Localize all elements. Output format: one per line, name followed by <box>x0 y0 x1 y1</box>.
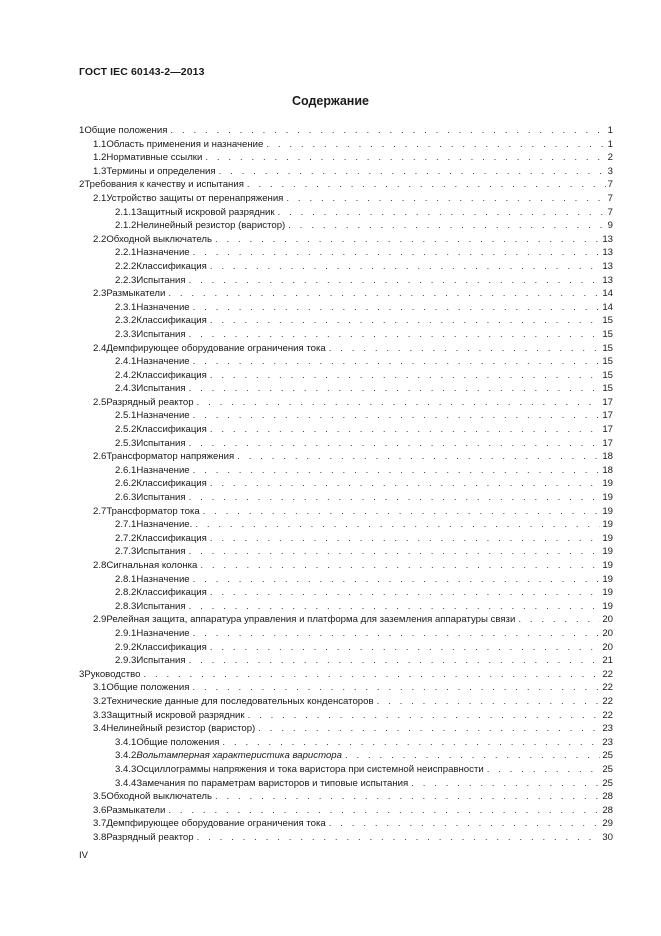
toc-entry-title: Классификация <box>136 424 207 436</box>
toc-entry-number: 2.6 <box>93 451 107 463</box>
toc-leader-dots <box>189 654 601 668</box>
toc-entry-page: 14 <box>602 288 613 300</box>
toc-entry <box>79 246 613 260</box>
toc-entry-title: Защитный искровой разрядник <box>136 206 275 218</box>
toc-entry-title: Назначение <box>136 627 190 639</box>
toc-entry-title: Сигнальная колонка <box>106 560 198 571</box>
toc-leader-dots <box>168 804 600 818</box>
toc-entry-title: Релейная защита, аппаратура управления и платформа для заземления аппаратуры связи <box>106 614 516 626</box>
toc-entry-page: 1 <box>607 125 613 136</box>
toc-entry-page: 22 <box>602 668 613 680</box>
toc-leader-dots <box>210 369 600 383</box>
toc-entry-number: 2.9.3 <box>115 655 137 667</box>
table-of-contents <box>79 124 613 844</box>
toc-entry-title: Испытания <box>136 546 186 558</box>
toc-entry-page: 15 <box>602 383 613 395</box>
toc-entry-number: 3.7 <box>93 818 107 830</box>
toc-entry-page: 30 <box>602 831 613 843</box>
toc-entry-page: 1 <box>607 138 613 150</box>
toc-entry <box>79 532 613 546</box>
toc-entry-title: Разрядный реактор <box>106 396 194 408</box>
toc-entry-number: 1.2 <box>93 152 107 164</box>
toc-entry-page: 19 <box>602 573 613 585</box>
toc-entry <box>79 477 613 491</box>
toc-entry-number: 3.6 <box>93 804 107 816</box>
toc-entry <box>79 681 613 695</box>
toc-entry-number: 2.3.2 <box>115 315 137 327</box>
toc-entry <box>79 736 613 750</box>
toc-entry <box>79 749 613 763</box>
toc-entry-title: Испытания <box>136 492 186 504</box>
toc-entry-number: 3.4.1 <box>115 736 137 748</box>
toc-leader-dots <box>487 763 601 777</box>
toc-leader-dots <box>168 287 600 301</box>
toc-entry-number: 2.7.2 <box>115 532 137 544</box>
toc-entry-page: 19 <box>602 478 613 490</box>
toc-entry-page: 20 <box>602 614 613 626</box>
toc-leader-dots <box>189 545 601 559</box>
toc-entry-title: Обходной выключатель <box>106 233 212 245</box>
toc-entry <box>79 505 613 519</box>
toc-entry-title: Трансформатор напряжения <box>106 451 235 463</box>
toc-entry-title: Устройство защиты от перенапряжения <box>106 192 284 204</box>
toc-leader-dots <box>189 491 601 505</box>
toc-entry-title: Классификация <box>136 369 207 381</box>
toc-leader-dots <box>143 668 600 682</box>
toc-entry-title: Классификация <box>136 315 207 327</box>
toc-entry-number: 2.1 <box>93 192 107 204</box>
toc-entry-number: 3.2 <box>93 695 107 707</box>
toc-entry <box>79 206 613 220</box>
toc-entry-page: 13 <box>602 247 613 259</box>
toc-leader-dots <box>210 532 600 546</box>
toc-entry-number: 2.4.3 <box>115 383 137 395</box>
toc-entry-number: 1.1 <box>93 138 107 150</box>
toc-entry-page: 20 <box>602 627 613 639</box>
toc-leader-dots <box>329 342 601 356</box>
toc-entry <box>79 450 613 464</box>
toc-entry-title: Размыкатели <box>106 288 166 300</box>
toc-entry-number: 2.6.2 <box>115 478 137 490</box>
toc-entry-page: 7 <box>607 206 613 218</box>
toc-entry-title: Испытания <box>136 655 186 667</box>
toc-entry-page: 18 <box>602 464 613 476</box>
toc-leader-dots <box>193 409 601 423</box>
toc-entry <box>79 817 613 831</box>
toc-entry-number: 2.9.1 <box>115 627 137 639</box>
page-title: Содержание <box>291 94 369 108</box>
toc-entry-number: 2.8 <box>93 560 107 571</box>
toc-entry-title: Руководство <box>84 668 141 680</box>
toc-entry <box>79 328 613 342</box>
toc-entry-number: 2.7 <box>93 505 107 517</box>
toc-entry-title: Назначение <box>136 301 190 313</box>
toc-entry-number: 2.1.2 <box>115 220 137 232</box>
toc-entry-number: 1.3 <box>93 165 107 177</box>
toc-leader-dots <box>266 138 605 152</box>
toc-entry-title: Назначение <box>136 247 190 259</box>
toc-leader-dots <box>200 559 600 573</box>
toc-entry <box>79 342 613 356</box>
toc-entry-number: 3.4.2 <box>115 750 137 762</box>
toc-entry <box>79 423 613 437</box>
toc-entry <box>79 396 613 410</box>
toc-entry-number: 2.2.2 <box>115 260 137 272</box>
toc-entry <box>79 654 613 668</box>
toc-entry-page: 19 <box>602 560 613 571</box>
toc-entry-page: 22 <box>602 695 613 707</box>
toc-entry-page: 13 <box>602 233 613 245</box>
toc-entry-number: 2.1.1 <box>115 206 137 218</box>
toc-entry-title: Классификация <box>136 532 207 544</box>
toc-leader-dots <box>189 274 601 288</box>
toc-entry-number: 2.6.1 <box>115 464 137 476</box>
toc-entry-page: 2 <box>607 152 613 164</box>
toc-entry <box>79 138 613 152</box>
toc-leader-dots <box>248 709 601 723</box>
toc-entry-number: 2.5 <box>93 396 107 408</box>
toc-entry <box>79 641 613 655</box>
toc-leader-dots <box>205 151 605 165</box>
toc-entry-page: 15 <box>602 369 613 381</box>
toc-entry-title: Нелинейный резистор (варистор) <box>136 220 286 232</box>
toc-entry <box>79 545 613 559</box>
toc-entry-number: 2.7.3 <box>115 546 137 558</box>
toc-entry <box>79 613 613 627</box>
toc-entry-page: 25 <box>602 763 613 775</box>
toc-entry-page: 17 <box>602 410 613 422</box>
toc-entry-page: 22 <box>602 682 613 694</box>
toc-entry <box>79 668 613 682</box>
toc-entry-page: 19 <box>602 505 613 517</box>
toc-leader-dots <box>237 450 600 464</box>
toc-entry-page: 7 <box>607 179 613 191</box>
toc-leader-dots <box>189 437 601 451</box>
toc-leader-dots <box>247 178 606 192</box>
toc-entry <box>79 382 613 396</box>
toc-entry-number: 3.8 <box>93 831 107 843</box>
toc-entry-number: 2.4.1 <box>115 356 137 368</box>
toc-leader-dots <box>286 192 605 206</box>
toc-entry-page: 22 <box>602 709 613 721</box>
toc-entry-title: Общие положения <box>84 125 168 136</box>
toc-entry-title: Общие положения <box>106 682 190 694</box>
toc-entry-number: 2.3.1 <box>115 301 137 313</box>
toc-leader-dots <box>329 817 601 831</box>
toc-entry-page: 19 <box>602 600 613 612</box>
toc-entry-number: 3.4 <box>93 723 107 735</box>
toc-entry-title: Трансформатор тока <box>106 505 200 517</box>
toc-entry <box>79 600 613 614</box>
toc-leader-dots <box>278 206 606 220</box>
toc-leader-dots <box>193 464 601 478</box>
toc-leader-dots <box>193 573 601 587</box>
toc-entry <box>79 790 613 804</box>
toc-entry <box>79 777 613 791</box>
toc-entry-page: 9 <box>607 220 613 232</box>
toc-entry <box>79 559 613 573</box>
toc-entry-title: Общие положения <box>136 736 220 748</box>
toc-entry <box>79 518 613 532</box>
toc-entry <box>79 573 613 587</box>
toc-entry-page: 29 <box>602 818 613 830</box>
toc-entry-number: 2.2 <box>93 233 107 245</box>
toc-entry-number: 2.4.2 <box>115 369 137 381</box>
toc-entry-number: 3 <box>79 668 85 680</box>
toc-entry-title: Нормативные ссылки <box>106 152 203 164</box>
toc-entry-page: 28 <box>602 791 613 803</box>
toc-entry <box>79 437 613 451</box>
toc-entry-page: 19 <box>602 587 613 599</box>
toc-entry-number: 2.8.2 <box>115 587 137 599</box>
toc-entry-title: Классификация <box>136 587 207 599</box>
toc-entry-page: 28 <box>602 804 613 816</box>
toc-entry <box>79 709 613 723</box>
toc-entry-number: 3.3 <box>93 709 107 721</box>
toc-entry-page: 15 <box>602 342 613 354</box>
toc-leader-dots <box>170 124 605 138</box>
toc-entry-number: 3.4.3 <box>115 763 137 775</box>
toc-entry <box>79 464 613 478</box>
toc-leader-dots <box>288 219 605 233</box>
toc-entry-page: 17 <box>602 396 613 408</box>
toc-leader-dots <box>222 736 600 750</box>
toc-entry-page: 17 <box>602 424 613 436</box>
toc-entry <box>79 233 613 247</box>
toc-entry-title: Термины и определения <box>106 165 216 177</box>
toc-entry-title: Обходной выключатель <box>106 791 212 803</box>
toc-entry-number: 2.2.1 <box>115 247 137 259</box>
toc-entry <box>79 586 613 600</box>
toc-entry-title: Область применения и назначение <box>106 138 264 150</box>
toc-entry-page: 23 <box>602 723 613 735</box>
toc-entry-title: Демпфирующее оборудование ограничения тока <box>106 818 326 830</box>
toc-entry-title: Испытания <box>136 274 186 286</box>
document-header: ГОСТ IEC 60143-2—2013 <box>79 66 205 78</box>
toc-leader-dots <box>518 613 600 627</box>
page-number-footer: IV <box>79 850 88 861</box>
toc-leader-dots <box>197 396 601 410</box>
toc-entry-title: Вольтамперная характеристика варистора <box>136 750 342 762</box>
toc-leader-dots <box>192 681 600 695</box>
toc-entry <box>79 301 613 315</box>
toc-entry <box>79 409 613 423</box>
toc-leader-dots <box>193 301 601 315</box>
toc-entry <box>79 178 613 192</box>
toc-leader-dots <box>193 246 601 260</box>
toc-entry-number: 2 <box>79 179 85 191</box>
toc-leader-dots <box>377 695 601 709</box>
toc-entry-title: Разрядный реактор <box>106 831 194 843</box>
toc-entry-number: 2.5.2 <box>115 424 137 436</box>
toc-entry-title: Размыкатели <box>106 804 166 816</box>
toc-entry-page: 15 <box>602 356 613 368</box>
toc-leader-dots <box>193 627 601 641</box>
toc-entry <box>79 695 613 709</box>
toc-leader-dots <box>345 749 600 763</box>
toc-entry <box>79 287 613 301</box>
toc-entry-number: 3.4.4 <box>115 777 137 789</box>
toc-entry-title: Осциллограммы напряжения и тока варистора при системной неисправности <box>136 763 484 775</box>
toc-entry-title: Назначение <box>136 464 190 476</box>
toc-entry-title: Испытания <box>136 437 186 449</box>
toc-entry-number: 2.3 <box>93 288 107 300</box>
toc-entry <box>79 831 613 845</box>
toc-entry <box>79 314 613 328</box>
toc-entry <box>79 355 613 369</box>
toc-entry-number: 2.5.3 <box>115 437 137 449</box>
toc-entry-number: 2.2.3 <box>115 274 137 286</box>
toc-entry-page: 20 <box>602 641 613 653</box>
toc-entry <box>79 491 613 505</box>
toc-entry-page: 14 <box>602 301 613 313</box>
toc-leader-dots <box>210 477 600 491</box>
toc-entry-title: Назначение. <box>136 519 193 531</box>
toc-entry <box>79 804 613 818</box>
toc-entry-title: Назначение <box>136 356 190 368</box>
toc-leader-dots <box>210 586 600 600</box>
toc-entry-page: 19 <box>602 492 613 504</box>
toc-leader-dots <box>193 355 601 369</box>
toc-entry-page: 19 <box>602 546 613 558</box>
toc-entry-title: Назначение <box>136 573 190 585</box>
toc-entry-title: Нелинейный резистор (варистор) <box>106 723 256 735</box>
toc-leader-dots <box>258 722 600 736</box>
toc-leader-dots <box>189 328 601 342</box>
toc-entry-title: Назначение <box>136 410 190 422</box>
toc-entry <box>79 165 613 179</box>
toc-entry-title: Классификация <box>136 260 207 272</box>
toc-leader-dots <box>210 314 600 328</box>
toc-leader-dots <box>189 382 601 396</box>
toc-entry-page: 15 <box>602 328 613 340</box>
toc-entry <box>79 627 613 641</box>
toc-leader-dots <box>215 790 600 804</box>
toc-entry-page: 25 <box>602 777 613 789</box>
toc-leader-dots <box>215 233 600 247</box>
toc-entry-title: Демпфирующее оборудование ограничения тока <box>106 342 326 354</box>
toc-entry <box>79 763 613 777</box>
toc-entry <box>79 124 613 138</box>
toc-entry <box>79 369 613 383</box>
toc-entry-number: 2.8.3 <box>115 600 137 612</box>
toc-entry-page: 3 <box>607 165 613 177</box>
toc-leader-dots <box>195 518 600 532</box>
toc-entry-page: 23 <box>602 736 613 748</box>
toc-entry-page: 17 <box>602 437 613 449</box>
toc-entry-title: Испытания <box>136 600 186 612</box>
toc-entry-title: Защитный искровой разрядник <box>106 709 245 721</box>
toc-entry <box>79 260 613 274</box>
toc-leader-dots <box>197 831 601 845</box>
toc-entry <box>79 274 613 288</box>
toc-leader-dots <box>411 777 600 791</box>
toc-entry-number: 1 <box>79 125 85 136</box>
toc-entry-page: 18 <box>602 451 613 463</box>
toc-entry <box>79 192 613 206</box>
toc-leader-dots <box>219 165 606 179</box>
toc-entry-title: Требования к качеству и испытания <box>84 179 244 191</box>
toc-entry-page: 13 <box>602 260 613 272</box>
toc-entry-title: Классификация <box>136 478 207 490</box>
toc-entry-number: 2.9.2 <box>115 641 137 653</box>
toc-entry-title: Испытания <box>136 383 186 395</box>
toc-entry-number: 2.6.3 <box>115 492 137 504</box>
toc-entry-page: 21 <box>602 655 613 667</box>
toc-entry-number: 2.3.3 <box>115 328 137 340</box>
toc-entry-number: 2.9 <box>93 614 107 626</box>
toc-entry-number: 3.1 <box>93 682 107 694</box>
toc-entry-title: Замечания по параметрам варисторов и типовые испытания <box>136 777 409 789</box>
toc-leader-dots <box>189 600 601 614</box>
toc-leader-dots <box>203 505 601 519</box>
toc-entry <box>79 151 613 165</box>
toc-leader-dots <box>210 423 600 437</box>
toc-leader-dots <box>210 641 600 655</box>
toc-entry-page: 25 <box>602 750 613 762</box>
toc-entry-number: 2.5.1 <box>115 410 137 422</box>
toc-leader-dots <box>210 260 600 274</box>
toc-entry-page: 19 <box>602 519 613 531</box>
toc-entry <box>79 219 613 233</box>
toc-entry-number: 3.5 <box>93 791 107 803</box>
toc-entry <box>79 722 613 736</box>
toc-entry-title: Классификация <box>136 641 207 653</box>
toc-entry-page: 19 <box>602 532 613 544</box>
toc-entry-page: 7 <box>607 192 613 204</box>
toc-entry-page: 15 <box>602 315 613 327</box>
toc-entry-title: Технические данные для последовательных конденсаторов <box>106 695 374 707</box>
toc-entry-title: Испытания <box>136 328 186 340</box>
toc-entry-number: 2.4 <box>93 342 107 354</box>
toc-entry-number: 2.8.1 <box>115 573 137 585</box>
toc-entry-page: 13 <box>602 274 613 286</box>
toc-entry-number: 2.7.1 <box>115 519 137 531</box>
